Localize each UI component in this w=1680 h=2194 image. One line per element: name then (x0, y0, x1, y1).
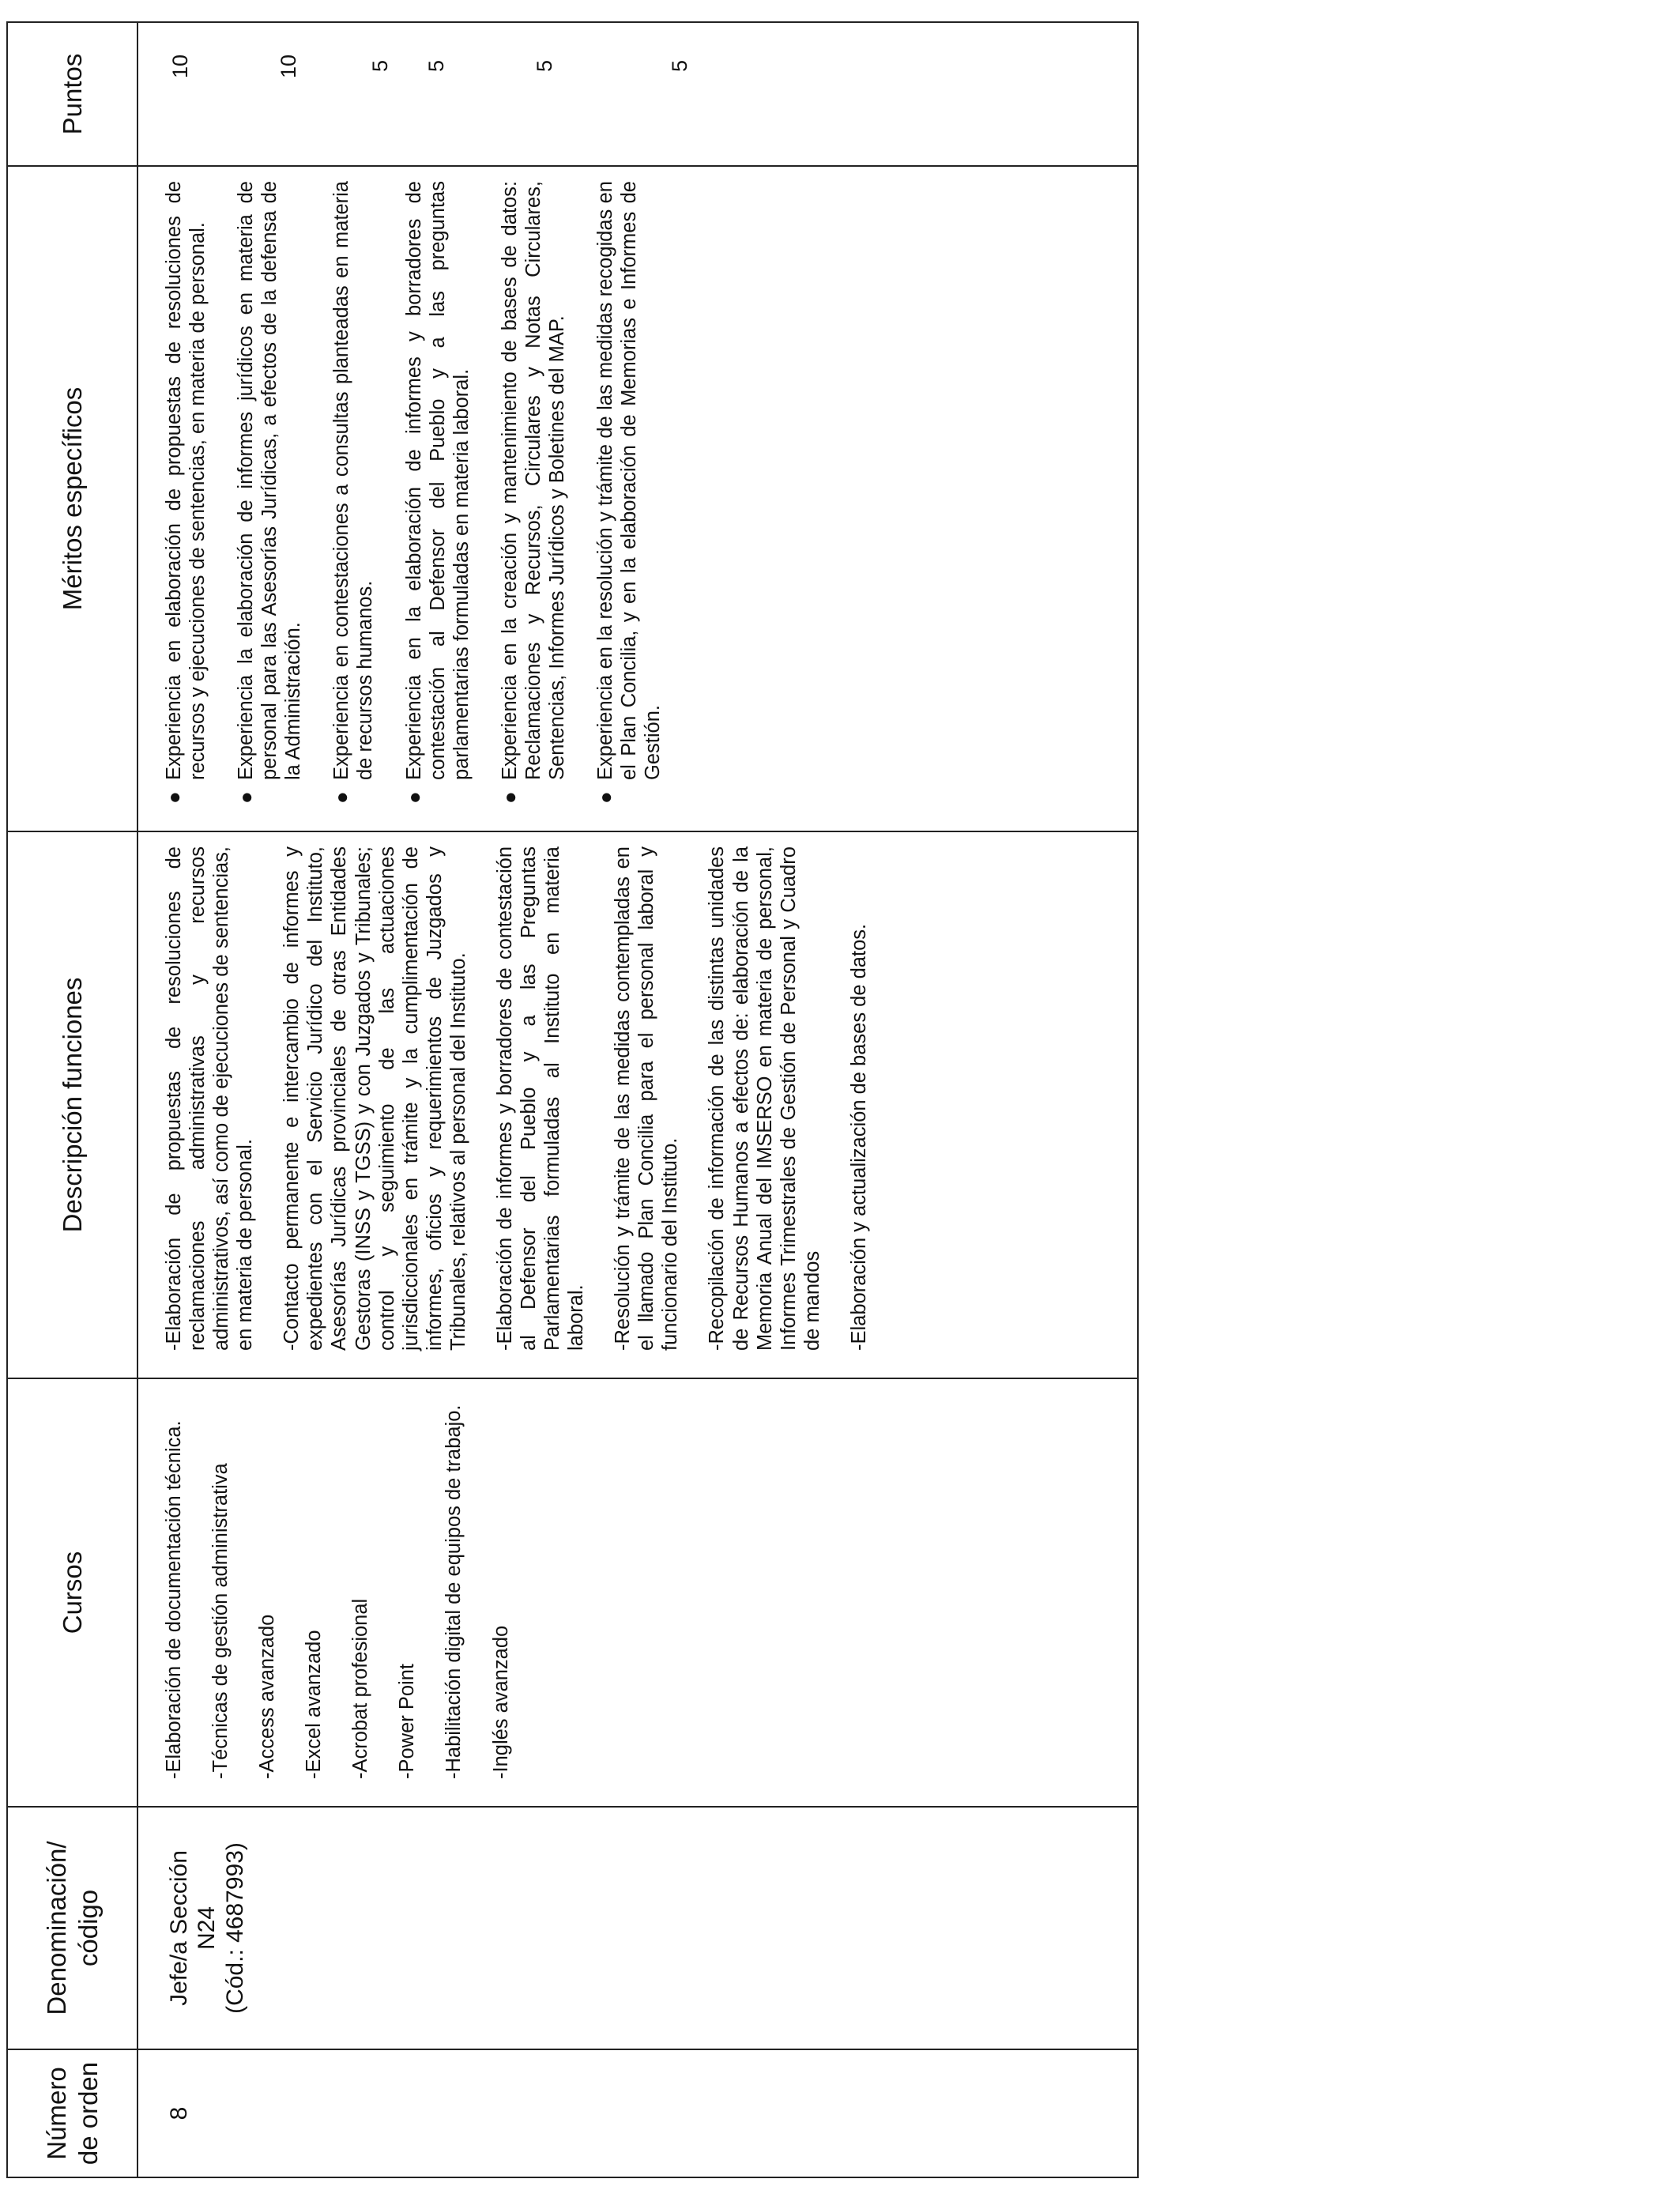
course-item: -Habilitación digital de equipos de trabajo. (443, 1404, 465, 1779)
table-row (137, 22, 1138, 2177)
header-meritos: Méritos específicos (7, 166, 137, 831)
merit-item (234, 181, 305, 804)
merit-text: Experiencia en la elaboración de informes y borradores de contestación al Defensor del Pueblo y a las preguntas parlamentarias formuladas en materia laboral. (402, 181, 473, 780)
function-item: -Recopilación de información de las distintas unidades de Recursos Humanos a efectos de: elaboración de la Memoria Anual del IMSERSO en materia de personal, Informes Trimestrales de Gestión de Personal y Cuadro de mandos (706, 846, 823, 1351)
cell-descripcion (137, 831, 1138, 1378)
points-value: 10 (277, 54, 300, 78)
cell-meritos (137, 166, 1138, 831)
header-row (7, 22, 137, 2177)
function-item: -Elaboración y actualización de bases de datos. (847, 923, 870, 1351)
course-item: -Excel avanzado (303, 1630, 326, 1779)
function-item: -Resolución y trámite de las medidas contempladas en el llamado Plan Concilia para el personal laboral y funcionario del Instituto. (612, 846, 682, 1351)
header-puntos: Puntos (7, 22, 137, 166)
merit-item (593, 181, 665, 804)
position-code: (Cód.: 4687993) (221, 1842, 248, 2014)
bullet-icon: ● (401, 791, 426, 804)
course-item: -Elaboración de documentación técnica. (163, 1420, 185, 1779)
merit-item (498, 181, 569, 804)
points-value: 5 (533, 59, 556, 72)
cell-denominacion (137, 1807, 1138, 2049)
course-item: -Técnicas de gestión administrativa (209, 1463, 232, 1779)
function-item: -Elaboración de informes y borradores de contestación al Defensor del Pueblo y a las Preguntas Parlamentarias formuladas al Instituto en materia laboral. (493, 846, 588, 1351)
merit-text: Experiencia en la creación y mantenimiento de bases de datos: Reclamaciones y Recursos, Circulares y Notas Circulares, Sentencias, Informes Jurídicos y Boletines del MAP. (498, 181, 568, 780)
merit-item (330, 181, 377, 804)
merit-text: Experiencia en la resolución y trámite de las medidas recogidas en el Plan Concilia, y en la elaboración de Memorias e Informes de Gestión. (594, 181, 665, 780)
header-cursos: Cursos (7, 1378, 137, 1807)
header-descripcion: Descripción funciones (7, 831, 137, 1378)
merit-item (402, 181, 473, 804)
bullet-icon: ● (234, 791, 258, 804)
order-number: 8 (166, 2106, 192, 2120)
function-item: -Contacto permanente e intercambio de informes y expedientes con el Servicio Jurídico del Instituto, Asesorías Jurídicas provinciales de otras Entidades Gestoras (INSS y TGSS) y con Juzgados y Tribunales; control y seguimiento de las actuaciones jurisdiccionales en trámite y la cumplimentación de informes, oficios y requerimientos de Juzgados y Tribunales, relativos al personal del Instituto. (281, 846, 469, 1351)
merit-item (162, 181, 209, 804)
bullet-icon: ● (497, 791, 522, 804)
course-item: -Power Point (396, 1664, 419, 1779)
bullet-icon: ● (162, 791, 186, 804)
cell-numero (137, 2049, 1138, 2177)
header-denominacion: Denominación/ código (7, 1807, 137, 2049)
course-item: -Inglés avanzado (489, 1625, 512, 1779)
position-level: N24 (194, 1906, 220, 1951)
merits-table (6, 21, 1139, 2178)
bullet-icon: ● (593, 791, 618, 804)
cell-cursos (137, 1378, 1138, 1807)
merit-text: Experiencia en elaboración de propuestas de resoluciones de recursos y ejecuciones de sentencias, en materia de personal. (163, 181, 209, 780)
course-item: -Access avanzado (256, 1614, 279, 1779)
header-numero: Número de orden (7, 2049, 137, 2177)
cell-puntos (137, 22, 1138, 166)
position-title: Jefe/a Sección (166, 1850, 192, 2006)
merit-text: Experiencia en contestaciones a consultas planteadas en materia de recursos humanos. (330, 181, 377, 780)
merit-text: Experiencia la elaboración de informes jurídicos en materia de personal para las Asesorías Jurídicas, a efectos de la defensa de la Administración. (235, 181, 305, 780)
points-value: 5 (368, 59, 392, 72)
points-value: 5 (668, 59, 691, 72)
points-value: 10 (168, 54, 192, 78)
bullet-icon: ● (330, 791, 354, 804)
points-value: 5 (424, 59, 448, 72)
function-item: -Elaboración de propuestas de resoluciones de reclamaciones administrativas y recursos administrativos, así como de ejecuciones de sentencias, en materia de personal. (163, 846, 257, 1351)
course-item: -Acrobat profesional (349, 1598, 372, 1779)
